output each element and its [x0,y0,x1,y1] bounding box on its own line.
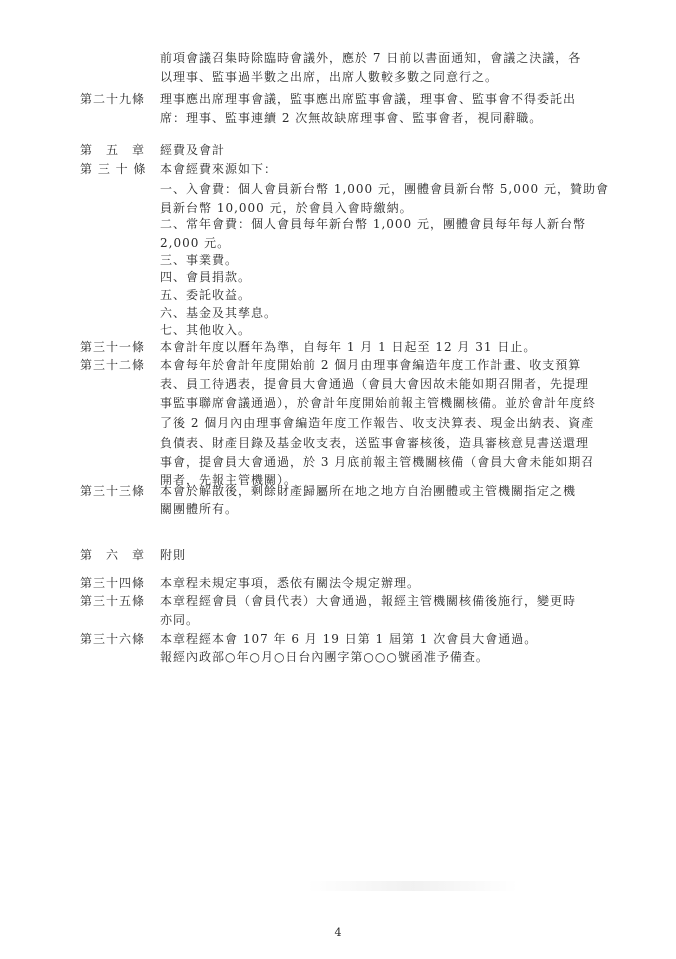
article-label: 第二十九條 [80,92,146,106]
list-item: 六、基金及其孳息。 [160,306,278,320]
body-line: 事監事聯席會議通過），於會計年度開始前報主管機關核備。並於會計年度終 [160,396,597,410]
list-item: 2,000 元。 [160,236,231,250]
page-number: 4 [334,926,342,939]
body-line: 本章程經本會 107 年 6 月 19 日第 1 屆第 1 次會員大會通過。 [160,632,538,646]
list-item: 二、常年會費：個人會員每年新台幣 1,000 元，團體會員每年每人新台幣 [160,217,586,231]
article-label: 第三十五條 [80,594,146,608]
scan-artifact [308,881,518,891]
list-item: 一、入會費：個人會員新台幣 1,000 元，團體會員新台幣 5,000 元，贊助會 [160,182,609,196]
body-line: 了後 2 個月內由理事會編造年度工作報告、收支決算表、現金出納表、資產 [160,416,595,430]
article-label: 第三十六條 [80,632,146,646]
body-line: 本章程未規定事項，悉依有關法令規定辦理。 [160,576,421,590]
body-line: 本章程經會員（會員代表）大會通過，報經主管機關核備後施行，變更時 [160,594,577,608]
body-line: 席：理事、監事連續 2 次無故缺席理事會、監事會者，視同辭職。 [160,111,543,125]
list-item: 四、會員捐款。 [160,270,252,284]
article-label: 第三十二條 [80,358,146,372]
body-line: 以理事、監事過半數之出席，出席人數較多數之同意行之。 [160,70,499,84]
article-label: 第三十四條 [80,576,146,590]
list-item: 三、事業費。 [160,253,239,267]
body-line: 理事應出席理事會議，監事應出席監事會議，理事會、監事會不得委託出 [160,92,577,106]
body-line: 表、員工待遇表，提會員大會通過（會員大會因故未能如期召開者，先提理 [160,377,590,391]
article-label: 第 三 十 條 [80,162,147,176]
body-line: 本會每年於會計年度開始前 2 個月由理事會編造年度工作計畫、收支預算 [160,358,582,372]
list-item: 員新台幣 10,000 元，於會員入會時繳納。 [160,201,413,215]
list-item: 七、其他收入。 [160,323,252,337]
chapter-label: 第 六 章 [80,548,146,562]
body-line: 亦同。 [160,613,200,627]
article-label: 第三十一條 [80,340,146,354]
body-line: 本會經費來源如下： [160,162,278,176]
chapter-title: 附則 [160,548,187,562]
article-label: 第三十三條 [80,484,146,498]
body-line: 本會於解散後，剩餘財產歸屬所在地之地方自治團體或主管機關指定之機 [160,484,577,498]
chapter-title: 經費及會計 [160,143,226,157]
body-line: 前項會議召集時除臨時會議外，應於 7 日前以書面通知，會議之決議，各 [160,51,582,65]
body-line: 開者，先報主管機關）。 [160,473,298,487]
body-line: 負債表、財產目錄及基金收支表，送監事會審核後，造具審核意見書送還理 [160,436,590,450]
body-line: 報經內政部○年○月○日台內團字第○○○號函准予備查。 [160,650,489,664]
body-line: 關團體所有。 [160,502,239,516]
chapter-label: 第 五 章 [80,143,146,157]
list-item: 五、委託收益。 [160,288,252,302]
body-line: 本會計年度以曆年為準，自每年 1 月 1 日起至 12 月 31 日止。 [160,340,537,354]
body-line: 事會，提會員大會通過，於 3 月底前報主管機關核備（會員大會未能如期召 [160,455,595,469]
